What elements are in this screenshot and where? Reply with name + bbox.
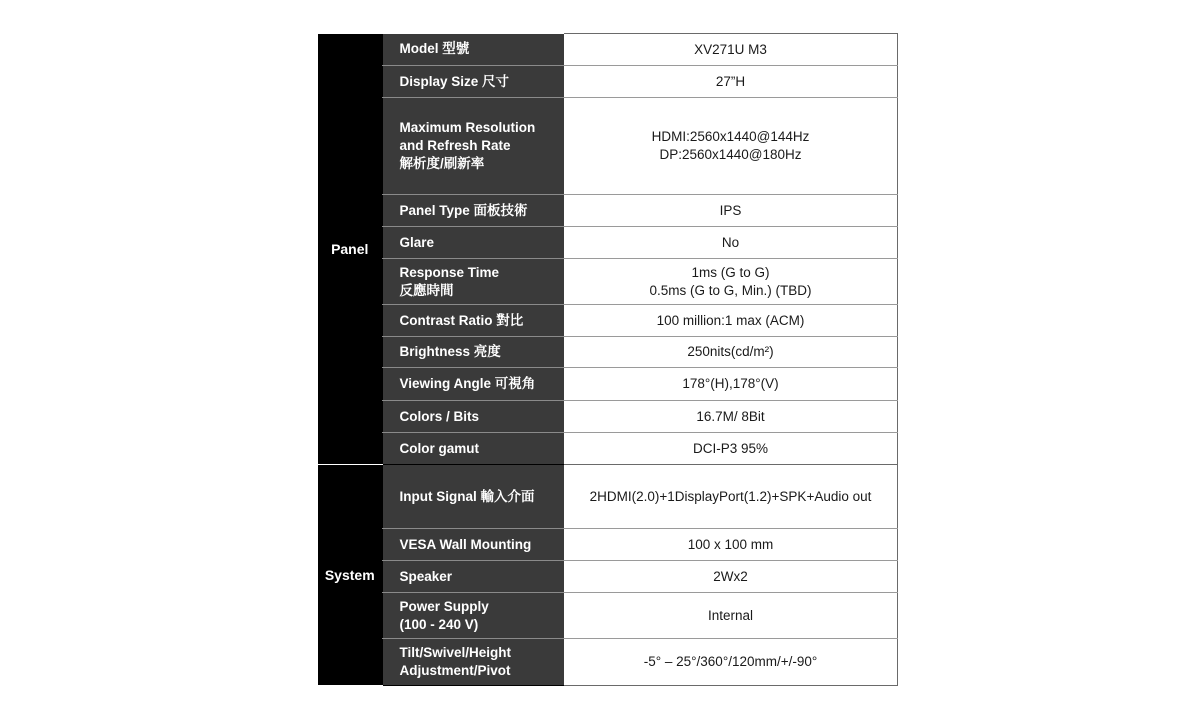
spec-row	[318, 305, 898, 337]
spec-value	[564, 259, 898, 305]
spec-label	[382, 227, 564, 259]
spec-label-line: Colors / Bits	[399, 408, 480, 424]
spec-value-line: 1ms (G to G)	[691, 264, 770, 280]
spec-label-line: Maximum Resolution	[399, 120, 536, 135]
spec-row	[318, 66, 898, 98]
spec-value	[564, 66, 898, 98]
spec-label-line: Panel Type 面板技術	[399, 202, 528, 218]
spec-label-line: Brightness 亮度	[399, 344, 501, 359]
spec-label	[382, 401, 564, 433]
spec-row	[318, 368, 898, 401]
spec-value	[564, 195, 898, 227]
spec-label	[382, 195, 564, 227]
spec-label	[382, 337, 564, 368]
spec-label	[382, 259, 564, 305]
spec-label	[382, 305, 564, 337]
section-label-system: System	[318, 465, 382, 686]
spec-row	[318, 98, 898, 195]
spec-label-line: Tilt/Swivel/Height	[399, 645, 512, 660]
spec-value	[564, 639, 898, 686]
spec-value-line: 100 x 100 mm	[687, 536, 774, 552]
spec-row	[318, 639, 898, 686]
spec-label-line: Power Supply	[399, 598, 489, 614]
spec-row	[318, 401, 898, 433]
spec-value-line: IPS	[719, 202, 742, 218]
spec-value-line: No	[721, 234, 740, 250]
spec-label	[382, 561, 564, 593]
spec-value-line: Internal	[707, 607, 754, 623]
spec-label	[382, 529, 564, 561]
spec-value-line: DCI-P3 95%	[692, 440, 769, 456]
spec-label	[382, 639, 564, 686]
spec-value	[564, 529, 898, 561]
spec-value-line: 16.7M/ 8Bit	[696, 408, 765, 424]
spec-value-line: 178°(H),178°(V)	[682, 376, 779, 391]
spec-label-line: Display Size 尺寸	[399, 73, 510, 89]
spec-value	[564, 227, 898, 259]
spec-table-body	[318, 34, 898, 686]
spec-value	[564, 433, 898, 465]
spec-value-line: DP:2560x1440@180Hz	[659, 147, 802, 162]
spec-label-line: (100 - 240 V)	[399, 616, 479, 632]
spec-row	[318, 195, 898, 227]
spec-value-line: 250nits(cd/m²)	[687, 344, 774, 359]
spec-label-line: VESA Wall Mounting	[399, 536, 532, 552]
spec-value	[564, 98, 898, 195]
spec-label	[382, 433, 564, 465]
spec-value-line: 0.5ms (G to G, Min.) (TBD)	[649, 282, 812, 298]
spec-value-line: 27”H	[715, 73, 746, 89]
spec-table	[318, 33, 898, 686]
spec-value-line: XV271U M3	[694, 41, 767, 57]
spec-value	[564, 368, 898, 401]
spec-value	[564, 305, 898, 337]
spec-label-line: 解析度/刷新率	[399, 156, 485, 171]
spec-value-line: 2Wx2	[713, 568, 748, 584]
spec-row	[318, 561, 898, 593]
spec-label-line: Viewing Angle 可視角	[399, 376, 536, 391]
spec-label	[382, 66, 564, 98]
spec-label-line: Response Time	[399, 264, 500, 280]
spec-value	[564, 337, 898, 368]
spec-value	[564, 34, 898, 66]
spec-row	[318, 337, 898, 368]
spec-label	[382, 34, 564, 66]
spec-value	[564, 465, 898, 529]
spec-label-line: Color gamut	[399, 440, 479, 456]
spec-label-line: Adjustment/Pivot	[399, 663, 511, 678]
spec-label-line: 反應時間	[399, 282, 454, 298]
spec-label-line: Input Signal 輸入介面	[399, 488, 535, 504]
spec-value-line: 2HDMI(2.0)+1DisplayPort(1.2)+SPK+Audio out	[589, 488, 872, 504]
spec-row	[318, 227, 898, 259]
spec-value-line: HDMI:2560x1440@144Hz	[651, 129, 810, 144]
spec-label-line: and Refresh Rate	[399, 138, 511, 153]
spec-row	[318, 433, 898, 465]
spec-value	[564, 401, 898, 433]
spec-label-line: Contrast Ratio 對比	[399, 312, 524, 328]
section-label-panel: Panel	[318, 34, 382, 465]
spec-label-line: Model 型號	[399, 41, 470, 57]
spec-label	[382, 593, 564, 639]
spec-label	[382, 465, 564, 529]
spec-label	[382, 98, 564, 195]
spec-row	[318, 259, 898, 305]
spec-row	[318, 593, 898, 639]
spec-label	[382, 368, 564, 401]
spec-value	[564, 561, 898, 593]
spec-value	[564, 593, 898, 639]
spec-value-line: -5° – 25°/360°/120mm/+/-90°	[643, 654, 818, 669]
spec-label-line: Speaker	[399, 568, 453, 584]
spec-row	[318, 34, 898, 66]
spec-value-line: 100 million:1 max (ACM)	[656, 312, 805, 328]
spec-label-line: Glare	[399, 234, 435, 250]
spec-row	[318, 465, 898, 529]
spec-row	[318, 529, 898, 561]
